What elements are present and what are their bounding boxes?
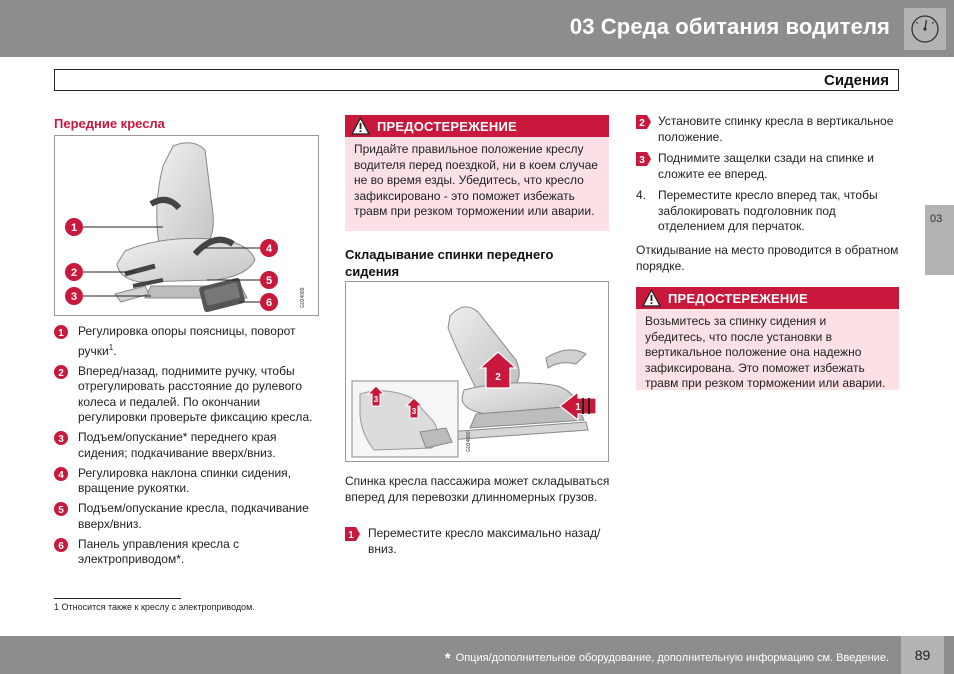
svg-text:5: 5 bbox=[265, 275, 273, 287]
warning-triangle-icon bbox=[351, 117, 370, 135]
callout-1 bbox=[65, 218, 83, 236]
svg-text:2: 2 bbox=[70, 267, 78, 279]
svg-text:6: 6 bbox=[265, 297, 273, 309]
footer-bar bbox=[0, 636, 954, 674]
step-arrow-badge bbox=[636, 152, 651, 166]
chapter-tab-label: 03 bbox=[930, 213, 943, 225]
fold-seat-figure bbox=[345, 281, 609, 462]
figure-callout-1: 1 bbox=[575, 402, 581, 413]
list-item: 1 Регулировка опоры поясницы, поворот ручки$^1$. bbox=[54, 324, 324, 359]
callout-2 bbox=[65, 263, 83, 281]
figure-callout-3b: 3 bbox=[411, 407, 417, 416]
footnote: 1 Относится также к креслу с электроприводом. bbox=[54, 602, 255, 612]
warning-header bbox=[636, 287, 899, 309]
front-seat-figure bbox=[54, 135, 319, 316]
asterisk-mark: * bbox=[444, 650, 451, 667]
figure-callout-2: 2 bbox=[495, 372, 501, 383]
footnote-divider bbox=[54, 598, 181, 599]
warning-box-backrest bbox=[636, 287, 899, 390]
svg-text:3: 3 bbox=[70, 291, 78, 303]
figure-callout-3a: 3 bbox=[373, 395, 379, 404]
svg-text:2: 2 bbox=[639, 118, 645, 129]
warning-text: Возьмитесь за спинку сидения и убедитесь, что после установки в вертикальное положение она надежно зафиксирована. Это поможет избежать травм при резком торможении или аварии. bbox=[645, 314, 886, 390]
list-item: 6 Панель управления кресла с электроприводом*. bbox=[54, 537, 324, 568]
step-arrow-badge bbox=[345, 527, 360, 541]
warning-box-driver bbox=[345, 115, 609, 231]
fold-steps-continued bbox=[636, 114, 902, 235]
list-item: 2 Установите спинку кресла в вертикальное положение. bbox=[636, 114, 902, 145]
figure-code: G034090 bbox=[466, 431, 472, 452]
svg-text:1: 1 bbox=[70, 222, 78, 234]
front-seat-illustration bbox=[55, 136, 319, 316]
svg-text:6: 6 bbox=[58, 540, 64, 552]
fold-backrest-heading: Складывание спинки переднего сидения bbox=[345, 247, 554, 279]
number-badge bbox=[54, 431, 68, 445]
chapter-title: 03 Среда обитания водителя bbox=[569, 14, 890, 39]
callout-6 bbox=[260, 293, 278, 311]
list-item: 1 Переместите кресло максимально назад/вниз. bbox=[345, 526, 613, 557]
list-item: 3 Поднимите защелки сзади на спинке и сложите ее вперед. bbox=[636, 151, 902, 182]
step-arrow-badge bbox=[636, 115, 651, 129]
number-badge bbox=[54, 365, 68, 379]
warning-triangle-icon bbox=[642, 289, 661, 307]
callout-4 bbox=[260, 239, 278, 257]
front-seats-heading: Передние кресла bbox=[54, 116, 165, 131]
step-number: 4. bbox=[636, 188, 647, 202]
svg-text:1: 1 bbox=[348, 530, 354, 541]
gauge-icon bbox=[904, 8, 946, 50]
footer-note: * Опция/дополнительное оборудование, дополнительную информацию см. Введение. bbox=[444, 650, 889, 667]
svg-text:3: 3 bbox=[58, 434, 64, 445]
fold-paragraph: Спинка кресла пассажира может складываться вперед для перевозки длинномерных грузов. bbox=[345, 474, 610, 504]
page-number-box bbox=[901, 636, 944, 674]
number-badge bbox=[54, 467, 68, 481]
svg-text:5: 5 bbox=[58, 505, 64, 516]
section-title: Сидения bbox=[824, 72, 889, 89]
section-bar bbox=[54, 69, 899, 91]
svg-text:4: 4 bbox=[265, 243, 273, 255]
inset-detail bbox=[352, 381, 458, 457]
fold-step-1 bbox=[345, 526, 613, 557]
warning-header bbox=[345, 115, 609, 137]
fold-seat-illustration bbox=[346, 282, 609, 462]
warning-title: ПРЕДОСТЕРЕЖЕНИЕ bbox=[377, 119, 517, 134]
warning-title: ПРЕДОСТЕРЕЖЕНИЕ bbox=[668, 291, 808, 306]
svg-text:1: 1 bbox=[58, 328, 64, 339]
number-badge bbox=[54, 502, 68, 516]
svg-text:2: 2 bbox=[58, 367, 64, 379]
warning-text: Придайте правильное положение креслу водителя перед поездкой, ни в коем случае не во время езды. Убедитесь, что кресло зафиксировано - это поможет избежать травм при резком торможении или аварии. bbox=[354, 142, 598, 218]
list-item: 4. Переместите кресло вперед так, чтобы заблокировать подголовник под отделением для перчаток. bbox=[636, 188, 878, 233]
restore-paragraph: Откидывание на место проводится в обратном порядке. bbox=[636, 243, 899, 273]
list-item: 4 Регулировка наклона спинки сидения, вращение рукоятки. bbox=[54, 466, 324, 497]
header-bar bbox=[0, 0, 954, 57]
seat-adjustment-list bbox=[54, 324, 324, 572]
svg-text:4: 4 bbox=[58, 469, 64, 481]
svg-text:3: 3 bbox=[639, 155, 645, 166]
list-item: 3 Подъем/опускание* переднего края сидения; подкачивание вверх/вниз. bbox=[54, 430, 324, 461]
number-badge bbox=[54, 325, 68, 339]
callout-3 bbox=[65, 287, 83, 305]
page-number: 89 bbox=[914, 647, 931, 663]
number-badge bbox=[54, 538, 68, 552]
list-item: 5 Подъем/опускание кресла, подкачивание вверх/вниз. bbox=[54, 501, 324, 532]
list-item: 2 Вперед/назад, поднимите ручку, чтобы отрегулировать расстояние до рулевого колеса и педалей. По окончании регулировки проверьте фиксацию кресла. bbox=[54, 364, 324, 426]
callout-5 bbox=[260, 271, 278, 289]
chapter-tab bbox=[925, 205, 954, 275]
figure-code: G034089 bbox=[300, 287, 306, 308]
